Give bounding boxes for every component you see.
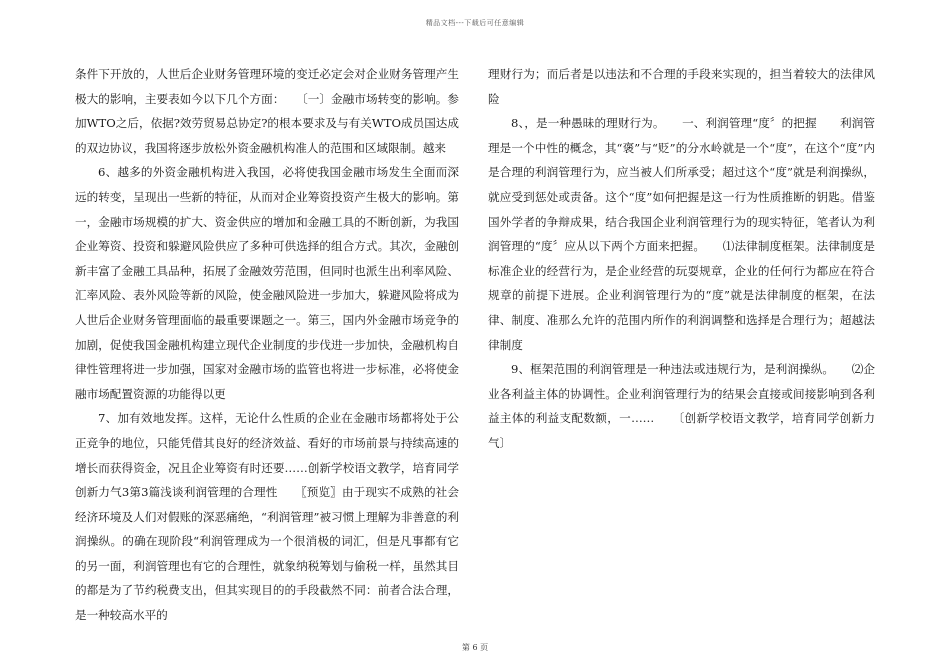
paragraph: 理财行为；而后者是以违法和不合理的手段来实现的，担当着较大的法律风险	[488, 67, 875, 106]
right-column	[488, 62, 875, 456]
paragraph: 6、越多的外资金融机构进入我国，必将使我国金融市场发生全面而深远的转变，呈现出一些新的特征，从而对企业筹资投资产生极大的影响。第一，金融市场规模的扩大、资金供应的增加和金融工具的不断创新，为我国企业筹资、投资和躲避风险供应了多种可供选择的组合方式。其次，金融创新丰富了金融工具品种，拓展了金融效劳范围，但同时也派生出利率风险、汇率风险、表外风险等新的风险，使金融风险进一步加大，躲避风险将成为人世后企业财务管理面临的最重要课题之一。第三，国内外金融市场竞争的加剧，促使我国金融机构建立现代企业制度的步伐进一步加快，金融机构自律性管理将进一步加强，国家对金融市场的监管也将进一步标准，必将使金融市场配置资源的功能得以更	[75, 165, 459, 401]
paragraph: 7、加有效地发挥。这样，无论什么性质的企业在金融市场都将处于公正竞争的地位，只能凭借其良好的经济效益、看好的市场前景与持续高速的增长而获得资金，况且企业筹资有时还要……创新学校语文教学，培育同学创新力气3第3篇浅谈利润管理的合理性 〖预览〗由于现实不成熟的社会经济环境及人们对假账的深恶痛绝，“利润管理”被习惯上理解为非善意的利润操纵。的确在现阶段“利润管理成为一个很消极的词汇，但是凡事都有它的另一面，利润管理也有它的合理性，就象纳税筹划与偷税一样，虽然其目的都是为了节约税费支出，但其实现目的的手段截然不同：前者合法合理，是一种较高水平的	[75, 411, 459, 623]
left-column	[75, 62, 459, 628]
paragraph: 9、框架范围的利润管理是一种违法或违规行为，是利润操纵。 ⑵企业各利益主体的协调性。企业利润管理行为的结果会直接或间接影响到各利益主体的利益支配数额，一…… 〔创新学校语文教学，培育同学创新力气〕	[488, 362, 875, 450]
paragraph: 8、，是一种愚昧的理财行为。 一、利润管理“度〞的把握 利润管理是一个中性的概念，其“褒”与“贬”的分水岭就是一个“度”，在这个“度”内是合理的利润管理行为，应当被人们所承受；超过这个“度”就是利润操纵，就应受到惩处或责备。这个“度”如何把握是这一行为性质推断的钥匙。借鉴国外学者的争辩成果，结合我国企业利润管理行为的现实特征，笔者认为利润管理的“度〞应从以下两个方面来把握。 ⑴法律制度框架。法律制度是标准企业的经营行为，是企业经营的玩耍规章，企业的任何行为都应在符合规章的前提下进展。企业利润管理行为的“度”就是法律制度的框架，在法律、制度、准那么允许的范围内所作的利润调整和选择是合理行为；超越法律制度	[488, 116, 875, 352]
page-header: 精品文档---下载后可任意编辑	[425, 19, 525, 27]
page-number: 第 6 页	[461, 643, 489, 652]
paragraph: 条件下开放的，人世后企业财务管理环境的变迁必定会对企业财务管理产生极大的影响，主要表如今以下几个方面： 〔一〕金融市场转变的影响。参加WTO之后，依据?效劳贸易总协定?的根本要求及与有关WTO成员国达成的双边协议，我国将逐步放松外资金融机构准人的范围和区域限制。越来	[75, 67, 459, 155]
